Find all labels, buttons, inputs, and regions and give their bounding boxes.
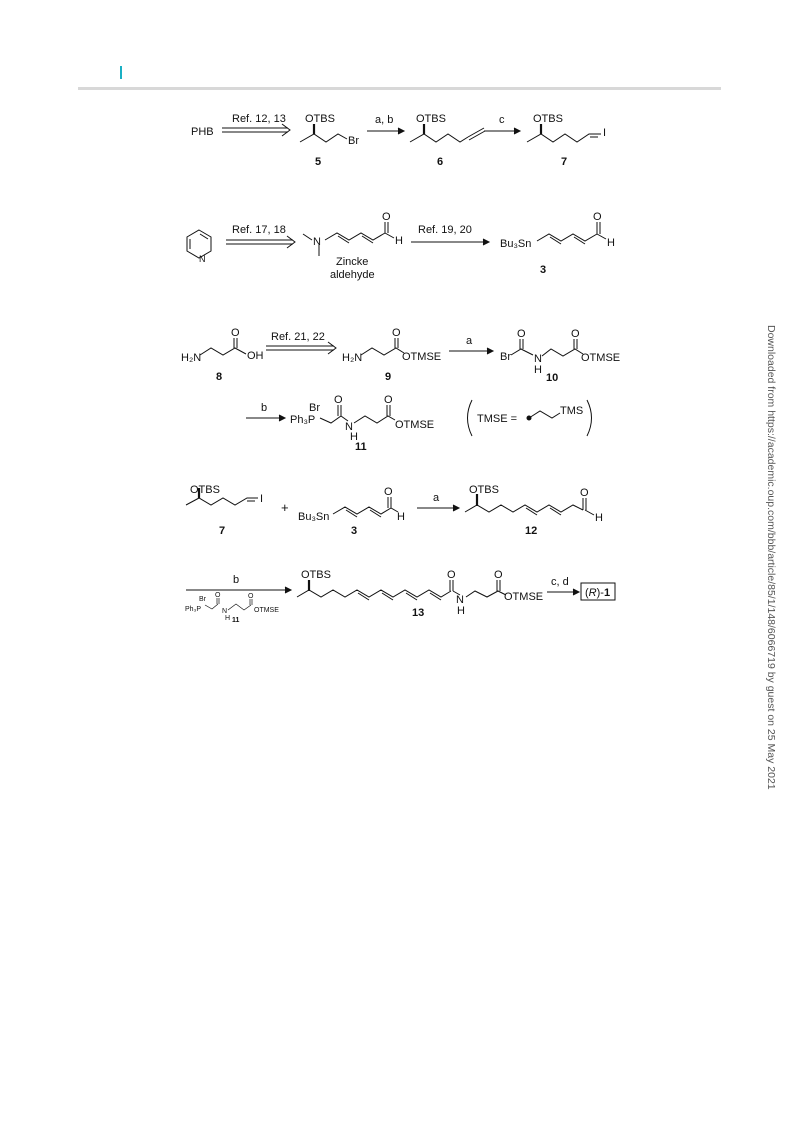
arrow-label-ref-19-20: Ref. 19, 20	[418, 224, 472, 236]
iodo-label-7: I	[603, 127, 607, 139]
arrow-label-b-scheme4: b	[233, 574, 240, 586]
bu3sn-label-3: Bu₃Sn	[500, 238, 532, 250]
reagent-o-a: O	[215, 592, 221, 599]
compound-9-structure	[361, 338, 404, 355]
compound-3-structure-b	[333, 497, 398, 517]
compound-label-12: 12	[525, 525, 538, 537]
compound-label-3b: 3	[351, 525, 358, 537]
h2n-label-8: H₂N	[181, 352, 202, 364]
br-label-10: Br	[500, 351, 511, 363]
compound-6-structure	[410, 124, 485, 142]
carbonyl-o-10a: O	[517, 328, 526, 340]
arrow-b-scheme3	[246, 415, 285, 421]
otmse-label-11: OTMSE	[395, 419, 435, 431]
arrow-a-scheme4	[417, 505, 459, 511]
zincke-name-line-2: aldehyde	[330, 269, 375, 281]
otbs-label-13: OTBS	[301, 569, 331, 581]
product-r: R	[588, 587, 597, 599]
h2n-label-9: H₂N	[342, 352, 363, 364]
compound-label-13: 13	[412, 607, 425, 619]
carbonyl-o-8: O	[231, 327, 240, 339]
ph3p-label-11: Ph₃P	[290, 414, 316, 426]
compound-7-structure	[527, 124, 601, 142]
arrow-ref-17-18	[226, 236, 295, 248]
arrow-ref-12-13	[222, 124, 290, 136]
otbs-label-7: OTBS	[533, 113, 563, 125]
compound-label-6: 6	[437, 156, 444, 168]
arrow-ref-19-20	[411, 239, 489, 245]
compound-5-structure	[300, 124, 347, 142]
carbonyl-o-11b: O	[384, 394, 393, 406]
download-note-text: Downloaded from https://academic.oup.com/bbb/article/85/1/148/6066719 by guest on 25 May 2021	[765, 325, 777, 790]
compound-label-8: 8	[216, 371, 223, 383]
arrow-c	[484, 128, 520, 134]
compound-label-7: 7	[561, 156, 568, 168]
reagent-n: N	[222, 608, 228, 615]
reagent-otmse: OTMSE	[254, 607, 279, 614]
arrow-c-d	[547, 589, 579, 595]
otbs-label-6: OTBS	[416, 113, 446, 125]
reagent-label-11: 11	[232, 617, 240, 624]
arrow-b-scheme4	[186, 587, 291, 593]
aldehyde-o-3: O	[593, 211, 602, 223]
reagent-o-b: O	[248, 593, 254, 600]
tms-label: TMS	[560, 405, 584, 417]
arrow-label-b-scheme3: b	[261, 402, 268, 414]
aldehyde-h-3b: H	[397, 511, 405, 523]
scheme-2	[187, 211, 615, 281]
plus-sign: +	[281, 500, 289, 515]
reagent-h: H	[225, 615, 231, 622]
br-label-5: Br	[348, 135, 359, 147]
arrow-label-c-d: c, d	[551, 576, 569, 588]
otmse-label-9: OTMSE	[402, 351, 442, 363]
pyridine-n: N	[199, 254, 206, 264]
carbonyl-o-10b: O	[571, 328, 580, 340]
scheme-4	[185, 484, 615, 624]
amide-n-10: N	[534, 353, 542, 365]
iodo-label-7b: I	[260, 493, 264, 505]
arrow-a-scheme3	[449, 348, 493, 354]
br-label-11: Br	[309, 402, 320, 414]
scheme-1	[191, 113, 606, 168]
product-label	[585, 587, 610, 599]
carbonyl-o-11a: O	[334, 394, 343, 406]
reagent-ph3p: Ph₃P	[185, 606, 202, 613]
tmse-definition-label: TMSE =	[477, 413, 518, 425]
compound-label-11: 11	[355, 441, 367, 453]
compound-3-structure	[537, 222, 606, 244]
product-prefix: (	[585, 587, 589, 599]
zincke-amine-n: N	[313, 236, 321, 248]
carbonyl-o-13a: O	[447, 569, 456, 581]
aldehyde-o-3b: O	[384, 486, 393, 498]
zincke-name-line-1: Zincke	[336, 256, 369, 268]
arrow-a-b	[367, 128, 404, 134]
otmse-label-13: OTMSE	[504, 591, 544, 603]
otbs-label-12: OTBS	[469, 484, 499, 496]
compound-8-structure	[200, 338, 246, 355]
oh-label-8: OH	[247, 350, 264, 362]
reagent-11-small-structure	[205, 598, 252, 610]
otmse-label-10: OTMSE	[581, 352, 621, 364]
aldehyde-h-12: H	[595, 512, 603, 524]
zincke-aldehyde-h: H	[395, 235, 403, 247]
arrow-label-a-scheme4: a	[433, 492, 440, 504]
scheme-3	[181, 327, 620, 453]
compound-label-10: 10	[546, 372, 559, 384]
arrow-label-a-scheme3: a	[466, 335, 473, 347]
arrow-ref-21-22	[266, 342, 336, 354]
reagent-br: Br	[199, 596, 206, 603]
amide-h-10: H	[534, 364, 542, 376]
arrow-label-ref-21-22: Ref. 21, 22	[271, 331, 325, 343]
otbs-label-7b: OTBS	[190, 484, 220, 496]
amide-h-13: H	[457, 605, 465, 617]
compound-10-structure	[511, 339, 583, 356]
amide-h-11: H	[350, 431, 358, 443]
arrow-label-c: c	[499, 114, 505, 126]
phb-label: PHB	[191, 126, 214, 138]
aldehyde-o-12: O	[580, 487, 589, 499]
compound-11-structure	[320, 405, 395, 423]
carbonyl-o-9: O	[392, 327, 401, 339]
compound-label-9: 9	[385, 371, 392, 383]
arrow-label-a-b: a, b	[375, 114, 394, 126]
product-suffix: )-	[596, 587, 604, 599]
arrow-label-ref-17-18: Ref. 17, 18	[232, 224, 286, 236]
arrow-label-ref-12-13: Ref. 12, 13	[232, 113, 286, 125]
zincke-aldehyde-o: O	[382, 211, 391, 223]
otbs-label-5: OTBS	[305, 113, 335, 125]
compound-label-7b: 7	[219, 525, 226, 537]
amide-n-13: N	[456, 594, 464, 606]
compound-label-3: 3	[540, 264, 547, 276]
amide-n-11: N	[345, 421, 353, 433]
aldehyde-h-3: H	[607, 237, 615, 249]
compound-13-structure	[297, 580, 506, 600]
bu3sn-label-3b: Bu₃Sn	[298, 511, 330, 523]
product-number: 1	[603, 587, 611, 599]
compound-label-5: 5	[315, 156, 322, 168]
compound-12-structure	[465, 494, 594, 515]
carbonyl-o-13b: O	[494, 569, 503, 581]
